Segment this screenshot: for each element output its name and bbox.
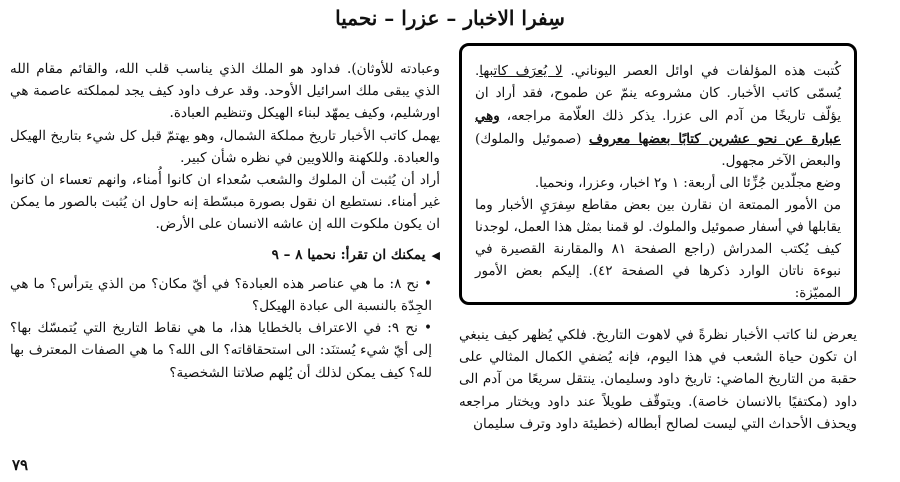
left-paragraph-2: يهمل كاتب الأخبار تاريخ مملكة الشمال، وهو يهتمّ قبل كل شيء بتاريخ الهيكل والعبادة. وللكهنة واللاويين في نظره شأن كبير. <box>10 127 440 166</box>
running-head: سِفرا الاخبار – عزرا – نحميا <box>335 6 565 30</box>
box-text-run: (صموئيل والملوك) والبعض الآخر مجهول. <box>475 132 841 169</box>
question-item: • نح ٨: ما هي عناصر هذه العبادة؟ في أيّ مكان؟ من الذي يترأس؟ ما هي الجِدّة بالنسبة الى عبادة الهيكل؟ <box>10 275 433 315</box>
right-column-text <box>459 324 857 435</box>
question-item: • نح ٩: في الاعتراف بالخطايا هذا، ما هي نقاط التاريخ التي يُتمسّك بها؟ إلى أيّ شيء يُستنَد: الى استحقاقاته؟ الى الله؟ ما هي الصفات المعترف بها لله؟ كيف يمكن لذلك أن يُلهم صلاتنا الشخصية؟ <box>10 320 433 381</box>
theology-paragraph: يعرض لنا كاتب الأخبار نظرةً في لاهوت التاريخ. فلكي يُظهر كيف ينبغي ان تكون حياة الشعب في هذا اليوم، فإنه يُضفي الكمال المثالي على حقبة من التاريخ الماضي: تاريخ داود وسليمان. ينتقل سريعًا من آدم الى داود (مكتفيًا بالانسان خاصة). ويتوقّف طويلاً عند داود ويختار مراجعه ويحذف الأحداث التي ليست لصالح أبطاله (خطيئة داود وترف سليمان <box>459 327 857 432</box>
box-text-run: وهي عبارة عن نحو عشرين كتابًا بعضها معروف <box>475 108 841 147</box>
box-text-run: . يُسمّى كاتب الأخبار. كان مشروعه ينمّ عن طموح، فقد أراد ان يؤلّف تاريخًا من آدم الى عزرا. يذكر ذلك العلّامة مراجعه، <box>475 64 841 124</box>
box-paragraph-1 <box>475 61 841 173</box>
box-text-run: لا يُعرَف كاتبها <box>479 64 563 79</box>
boxed-section <box>459 43 857 305</box>
box-text-run: وضع مجلّدين جُزِّئا الى أربعة: ١ و٢ اخبار، وعزرا، ونحميا. <box>534 176 841 191</box>
left-paragraph-3: أراد أن يُثبت أن الملوك والشعب سُعداء ان كانوا أُمناء، وانهم تعساء ان كانوا غير أمناء. نستطيع ان نقول بصورة مبسّطة إنه حاول ان يُثبت بالصور ما يمكن ان يكون ملكوت الله إن عاشه الانسان على الأرض. <box>10 172 440 233</box>
reading-prompt-text: يمكنك ان تقرأ: نحميا ٨ – ٩ <box>271 246 426 263</box>
box-paragraph-3 <box>475 195 841 305</box>
reading-prompt <box>10 244 440 267</box>
page-number: ٧٩ <box>12 456 29 474</box>
box-text-run: من الأمور الممتعة ان نقارن بين بعض مقاطع سِفرَيِ الأخبار وما يقابلها في أسفار صموئيل والملوك. لو قمنا بمثل هذا العمل، لوجدنا كيف يُكتب المدراش (راجع الصفحة ٨١ والمقارنة القصيرة في نبوءة ناتان الوارد ذكرها في الصفحة ٤٢). إليكم بعض الأمور المميّزة: <box>475 198 841 301</box>
triangle-left-icon: ◀ <box>431 248 440 262</box>
left-paragraph-1: وعبادته للأوثان). فداود هو الملك الذي يناسب قلب الله، والقائم مقام الله الذي يبقى ملك اسرائيل الأوحد. وقد عرف داود كيف يجد لمملكته عاصمة هي اورشليم، وكيف يمهّد لبناء الهيكل وتنظيم العبادة. <box>10 61 440 122</box>
box-paragraph-2 <box>475 173 841 195</box>
left-column-text <box>10 58 440 384</box>
box-text-run: كُتبت هذه المؤلفات في اوائل العصر اليوناني. <box>562 64 841 79</box>
